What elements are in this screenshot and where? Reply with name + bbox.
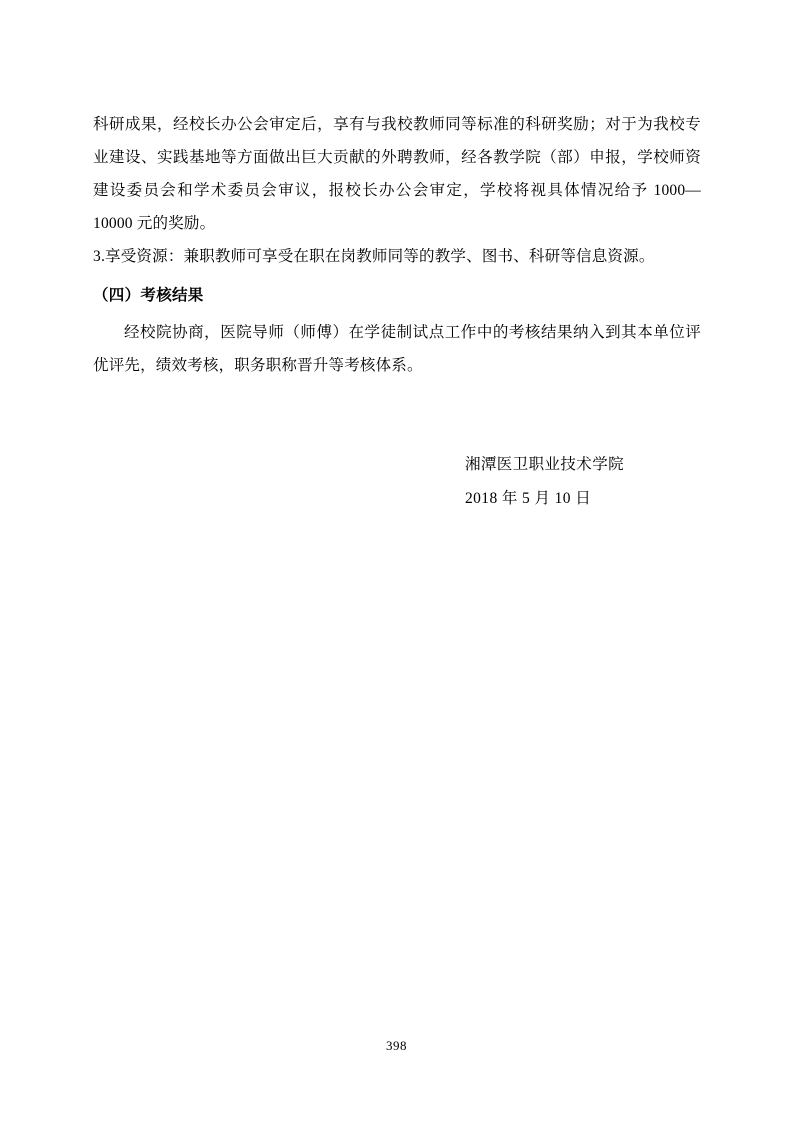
section-paragraph: 经校院协商，医院导师（师傅）在学徒制试点工作中的考核结果纳入到其本单位评优评先，绩效考核，职务职称晋升等考核体系。 bbox=[93, 324, 701, 374]
document-body bbox=[93, 108, 701, 507]
paragraph-continuation: 科研成果，经校长办公会审定后，享有与我校教师同等标准的科研奖励；对于为我校专业建设、实践基地等方面做出巨大贡献的外聘教师，经各教学院（部）申报，学校师资建设委员会和学术委员会审议，报校长办公会审定，学校将视具体情况给予 1000—10000 元的奖励。 bbox=[93, 116, 701, 232]
signature-block bbox=[465, 448, 785, 516]
section-heading: （四）考核结果 bbox=[93, 287, 204, 304]
paragraph-item-3: 3.享受资源：兼职教师可享受在职在岗教师同等的教学、图书、科研等信息资源。 bbox=[93, 248, 655, 265]
page-number: 398 bbox=[386, 1038, 407, 1053]
signature-date: 2018 年 5 月 10 日 bbox=[465, 490, 592, 507]
signature-organization: 湘潭医卫职业技术学院 bbox=[465, 456, 625, 473]
